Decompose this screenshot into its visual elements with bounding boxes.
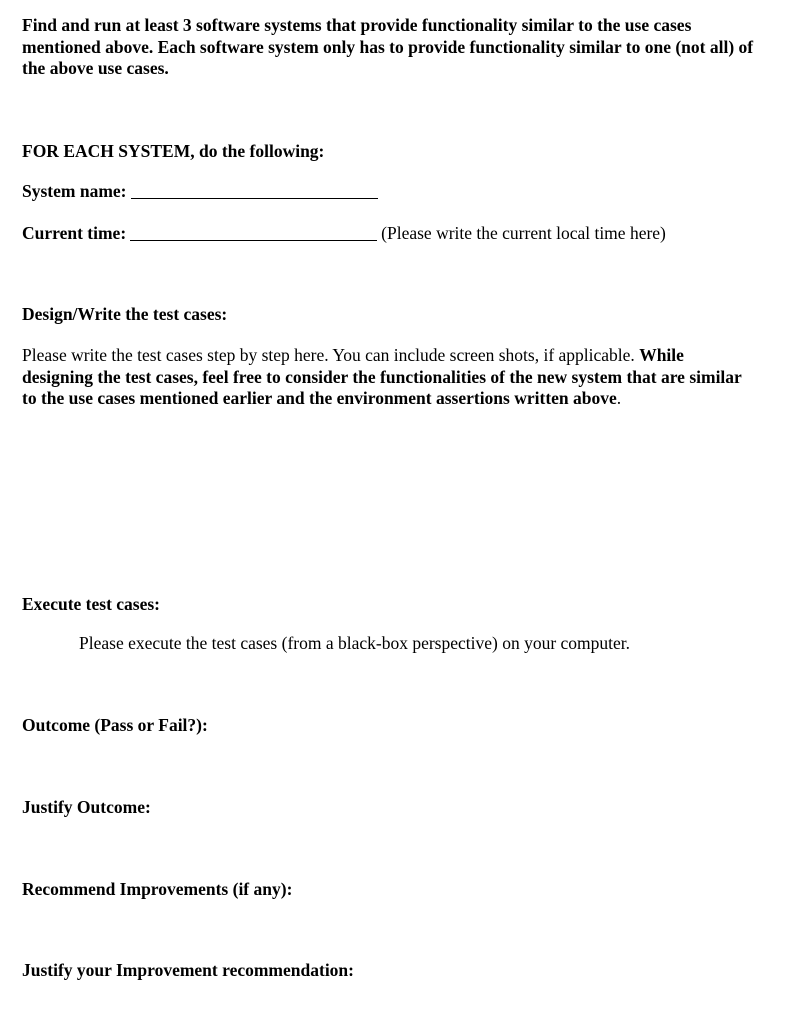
design-instructions	[22, 345, 757, 410]
system-name-row	[22, 181, 378, 203]
intro-paragraph: Find and run at least 3 software systems that provide functionality similar to the use cases mentioned above. Each software system only has to provide functionality similar to one (not all) of the above use cases.	[22, 15, 754, 78]
justify-outcome-heading: Justify Outcome:	[22, 797, 151, 817]
current-time-row	[22, 223, 666, 245]
execute-test-cases-heading: Execute test cases:	[22, 594, 161, 614]
system-name-label: System name:	[22, 181, 127, 201]
system-name-blank[interactable]	[131, 197, 378, 199]
for-each-system-heading: FOR EACH SYSTEM, do the following:	[22, 141, 325, 161]
current-time-hint: (Please write the current local time here)	[381, 223, 666, 243]
justify-improvement-heading: Justify your Improvement recommendation:	[22, 960, 354, 980]
design-text-normal: Please write the test cases step by step here. You can include screen shots, if applicable.	[22, 345, 635, 365]
current-time-blank[interactable]	[130, 239, 377, 241]
design-text-bold: While designing the test cases, feel free to consider the functionalities of the new system that are similar to the use cases mentioned earlier and the environment assertions written above	[22, 345, 742, 408]
execute-instructions: Please execute the test cases (from a black-box perspective) on your computer.	[79, 633, 631, 653]
document-page	[22, 0, 757, 1024]
outcome-heading: Outcome (Pass or Fail?):	[22, 715, 208, 735]
design-text-end: .	[616, 388, 622, 408]
design-test-cases-heading: Design/Write the test cases:	[22, 304, 228, 324]
recommend-improvements-heading: Recommend Improvements (if any):	[22, 879, 293, 899]
current-time-label: Current time:	[22, 223, 127, 243]
